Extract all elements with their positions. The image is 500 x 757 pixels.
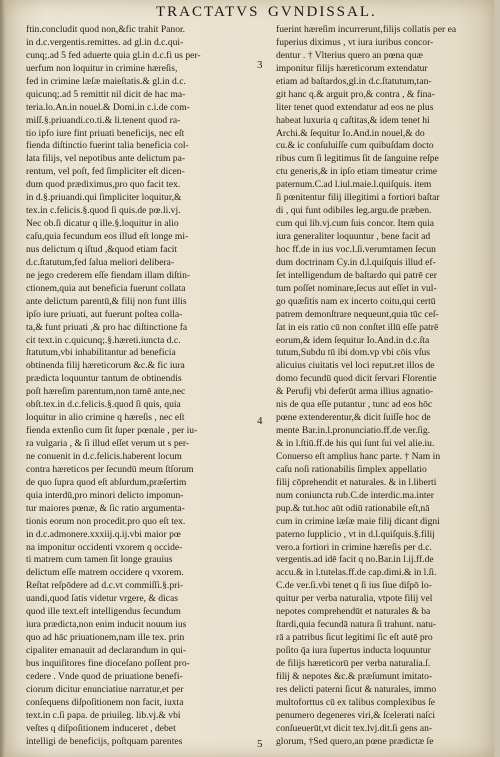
text-line: pup.& tut.hoc aūt odiū rationabile eſt,nā [276, 502, 430, 514]
margin-number: 4 [257, 415, 263, 427]
text-line: miſſ.§.priuandi.co.ti.& li.tenent quod ra- [26, 114, 181, 126]
text-line: mente Bar.in.l.pronunciatio.ff.de ver.ſig. [276, 425, 431, 437]
text-line: caſu,quia fecundum eos illud eſt longe mi- [26, 231, 189, 242]
text-line: glorum, †Sed quero,an pœne prædictæ ſe [276, 735, 434, 747]
text-line: iura generaliter loquuntur , bene facit ad [276, 231, 431, 242]
text-line: di , qui funt odibiles leg.argu.de præben. [276, 205, 432, 217]
text-line: in d.c.admonere.xxxiij.q.ij.vbi maior pœ [26, 528, 181, 540]
margin-number: 3 [257, 59, 263, 71]
text-line: cit text.in c.quicunq;.§.hæreti.iuncta d.c. [26, 334, 181, 346]
text-line: fuerint hæreſim incurrerunt,filijs collatis per ea [276, 24, 457, 35]
text-line: Archi.& ſequitur Io.And.in nouel,& do [276, 127, 425, 139]
text-line: cedere . Vnde quod de priuatione benefi- [26, 670, 183, 682]
text-line: Nec ob.ſi dicatur q ille.§.loquitur in alio [26, 218, 179, 230]
text-line: ctu generis,& in ipſo etiam timeatur crime [276, 166, 438, 178]
book-page [6, 0, 494, 757]
margin-number: 5 [257, 738, 263, 750]
text-line: in d.§.priuandi.qui ſimpliciter loquitur,& [26, 192, 182, 204]
running-head [6, 2, 494, 24]
text-line: fed in crimine læſæ maieſtatis.& gl.in d.c. [26, 75, 186, 87]
text-line: ne jego crederem eſſe fiendam illam diſtin- [26, 269, 191, 281]
running-head-left: TRACTATVS [156, 4, 260, 20]
text-line: cipaliter emanauit ad declarandum in qui- [26, 645, 187, 656]
text-line: paternum.C.ad l.iul.maie.l.quiſquis. item [276, 179, 432, 191]
text-line: cum qui lib.vj.cum ſuis concor. Item quia [276, 218, 435, 230]
text-line: C.de ver.ſi.vbi tenet q ſi ius ſiue diſpō lo- [276, 580, 432, 592]
text-line: lata filijs, vel nepotibus ante delictum pa- [26, 153, 186, 165]
text-line: cu.& ic conſuluiſſe cum quibuſdam docto [276, 140, 434, 152]
text-line: veſtes q diſpoſitionem induceret , debet [26, 722, 176, 734]
text-line: etiam ad baſtardos,gl.in d.c.ſtatutum,tan- [276, 75, 432, 87]
text-line: ciorum dicitur enunciatiue narratur,et per [26, 683, 184, 695]
text-line: uerfum non loquitur in crimine hæreſis, [26, 62, 178, 74]
text-line: penumero degeneres viri,& ſcelerati naſci [276, 709, 436, 721]
text-line: tutum,Subdu tū ibi dom.vp vbi cōis vſus [276, 347, 431, 359]
text-line: nis de qua eſſe putantur , tunc ad eos hōc [276, 399, 433, 411]
text-line: vero.a fortiori in crimine hæreſis per d.c. [276, 541, 432, 553]
text-line: de quo ſupra quod eſt abſurdum,præſertim [26, 476, 187, 488]
running-head-right: GVNDISSAL. [268, 4, 377, 20]
text-line: ante delictum parentū,& filij non funt illis [26, 295, 187, 307]
text-line: dentur . † Vlterius quero an pœna quæ [276, 49, 423, 61]
text-line: ſtatutum,vbi inhabilitantur ad beneficia [26, 347, 176, 359]
text-line: obſt.tex.in d.c.felicis.§.quod ſi quis, quia [26, 399, 181, 411]
text-line: iura prædicta,non enim inducit nouum ius [26, 619, 187, 631]
text-line: ti matrem cum tamen ſit longe grauius [26, 554, 173, 566]
text-line: text.in c.ſi papa. de priuileg. lib.vj.& vbi [26, 709, 181, 721]
text-line: quo ad hāc priuationem,nam ille tex. prin [26, 632, 185, 644]
text-line: tum poſſet nominare,ſecus aut eſſet in vul- [276, 282, 437, 294]
text-line: paterno ſupplicio , vt in d.l.quiſquis.§.filij [276, 528, 435, 540]
text-line: cunq;.ad 5 fed aduerte quia gl.in d.c.fi us per- [26, 49, 201, 61]
text-line: ſet intelligendum de baſtardo qui patrē cer [276, 269, 437, 281]
text-line: & Perufij vbi deferūt arma illius agnatio- [276, 386, 434, 398]
text-line: ſi pœnitentur filij illegitimi a fortiori baſtar [276, 192, 440, 204]
text-line: res delicti paterni ſicut & naturales, immo [276, 683, 437, 695]
text-line: nepotes comprehendūt et naturales & ba [276, 606, 431, 618]
text-line: ctionem,quia aut beneficia fuerunt collata [26, 282, 186, 294]
text-line: contra hæreticos per ſecundū meum ſtſorum [26, 463, 194, 475]
text-line: eorum,& idem ſequitur Io.And.in d.c.ſta [276, 334, 430, 346]
text-line: pœne extenderentur,& dicit ſuiſſe hoc de [276, 412, 431, 424]
text-line: liter tenet quod extendatur ad eos ne plus [276, 101, 434, 113]
text-line: poſito q̄a iura ſupertus inducta loquuntur [276, 645, 431, 656]
text-line: filij cōprehendit et naturales. & in l.liberti [276, 476, 437, 488]
text-line: tio ipfo iure fint priuati beneficijs, nec eſt [26, 127, 185, 139]
text-line: ta,& funt priuati ,& pro hac diſtinctione fa [26, 321, 188, 333]
text-line: rentum, vel poſt, fed ſimpliciter eſt dicen- [26, 166, 185, 178]
text-line: quicunq;.ad 5 remittit nil dicit de hac ma- [26, 88, 186, 100]
text-line: multoforttus cū ex talibus complexibus ſe [276, 696, 436, 708]
text-line: ra vulgaria , & ſi illud eſſet verum ut s per- [26, 438, 190, 449]
text-line: fuperius diximus , vt iura iuribus concor- [276, 36, 434, 48]
text-line: nus delictum q iſtud ,&quod etiam facit [26, 243, 178, 255]
text-line: tur maiores pœnæ, & ſic ratio argumenta- [26, 502, 185, 514]
text-line: dum doctrinam Cy.in d.l.quiſquis illud ef- [276, 256, 436, 268]
text-line: domo fecundū quod dicit ſervari Florentie [276, 373, 437, 385]
text-line: rā a patribus ſicut legitimi ſic eſt autē pro [276, 632, 433, 644]
text-line: de filijs hæreticorū per verba naturalia.ſ. [276, 657, 431, 669]
text-line: quod ille text.eſt intelligendus ſecundum [26, 606, 181, 618]
text-line: tex.in c.felicis.§.quod ſi quis.de pœ.li.vj. [26, 205, 181, 217]
text-line: caſu noſi rationabilis ſimplex appellatio [276, 463, 427, 475]
text-line: ſat in eis ratio cū non conſtet illū eſſe patrē [276, 321, 439, 333]
text-line: quitur per verba naturalia, vtpote filij vel [276, 593, 433, 605]
text-line: conſueuerūt,vt dicit tex.lvj.dit.ſi gens an- [276, 722, 433, 734]
text-line: quia interdū,pro minori delicto imponun- [26, 489, 184, 501]
text-line: dum quod prædiximus,pro quo facit tex. [26, 179, 181, 191]
text-line: habeat luxuria q caſtitas,& idem tenet hi [276, 114, 430, 126]
text-line: ſtardi,quia fecundā natura ſi trahunt. natu- [276, 619, 437, 631]
text-line: go quæſitis nam ex incerto coitu,qui certū [276, 295, 436, 307]
text-line: ftin.concludit quod non,&fic trahit Panor. [26, 24, 186, 35]
text-line: conſequens diſpoſitionem non facit, iuxta [26, 696, 184, 708]
text-line: Conuerso eſt amplius hanc parte. † Nam in [276, 450, 441, 462]
text-line: poſt hæreſim parentum,non tamē ante,nec [26, 386, 186, 398]
text-line: obtinenda filij hæreticorum &c.& fic iura [26, 360, 185, 372]
text-line: vergentis.ad idē facit q no.Bar.in l.ij.ff.de [276, 554, 434, 566]
text-line: delictum eſſe matrem occidere q vxorem. [26, 567, 184, 579]
text-line: uandi,quod ſatis videtur vrgere, & dicas [26, 593, 178, 605]
text-line: fienda extenſio cum ſit ſuper pœnale , per iu- [26, 425, 198, 437]
text-line: hoc ff.de in ius voc.l.ſi.verumtamen ſecun [276, 243, 436, 255]
text-line: fienda diſtinctio fuerint talia beneficia col- [26, 140, 189, 152]
text-line: d.c.ſtatutum,fed ſalua meliori delibera- [26, 256, 175, 268]
text-line: accu.& in l.tutelas.ff.de cap.dimi.& in l.ſi. [276, 567, 437, 579]
text-line: intelligi de beneficijs, poſtquam parentes [26, 735, 183, 747]
text-line: patrem demonſtrare nequeunt,quia tūc ceſ- [276, 308, 439, 320]
text-line: num coniuncta rub.C.de interdic.ma.inter [276, 489, 434, 501]
text-line: prædicta loquuntur tantum de obtinendis [26, 373, 182, 385]
text-line: ribus cum ſi legitimus ſit de ſanguine reſpe [276, 153, 439, 165]
text-line: loquitur in alio crimine q hæreſis , nec eſt [26, 412, 185, 424]
text-line: teria.lo.An.in nouel.& Domi.in c.i.de com- [26, 101, 190, 113]
text-line: imponitur filijs hæreticorum extendatur [276, 62, 428, 74]
text-line: tionis eorum non procedit.pro quo eſt tex. [26, 515, 186, 527]
text-line: alicuius ciuitatis vel loci reput.ret illos de [276, 360, 435, 372]
text-line: Reſtat reſpōdere ad d.c.vt commiſſi.§.pri- [26, 580, 184, 592]
text-line: bus inquiſitores fine dioceſano poſſent pro- [26, 657, 190, 669]
text-line: ipſo iure priuati, aut fuerunt poſtea colla- [26, 308, 183, 320]
text-line: na imponitur occidenti vxorem q occide- [26, 541, 183, 553]
left-text-column [26, 24, 248, 754]
text-line: in d.c.vergentis.remittes. ad gl.in d.c.qui- [26, 36, 184, 48]
text-line: ne conuenit in d.c.felicis.haberent locum [26, 450, 182, 462]
text-line: cum in crimine læſæ maie filij dicant digni [276, 515, 440, 527]
text-line: git hanc q.& arguit pro,& contra , & fina- [276, 88, 435, 100]
text-line: & in l.ſtiū.ff.de his qui ſunt ſui vel alie.iu. [276, 438, 435, 449]
text-line: filij & nepotes &c.& præſumunt imitato- [276, 670, 433, 682]
right-text-column [276, 24, 498, 754]
